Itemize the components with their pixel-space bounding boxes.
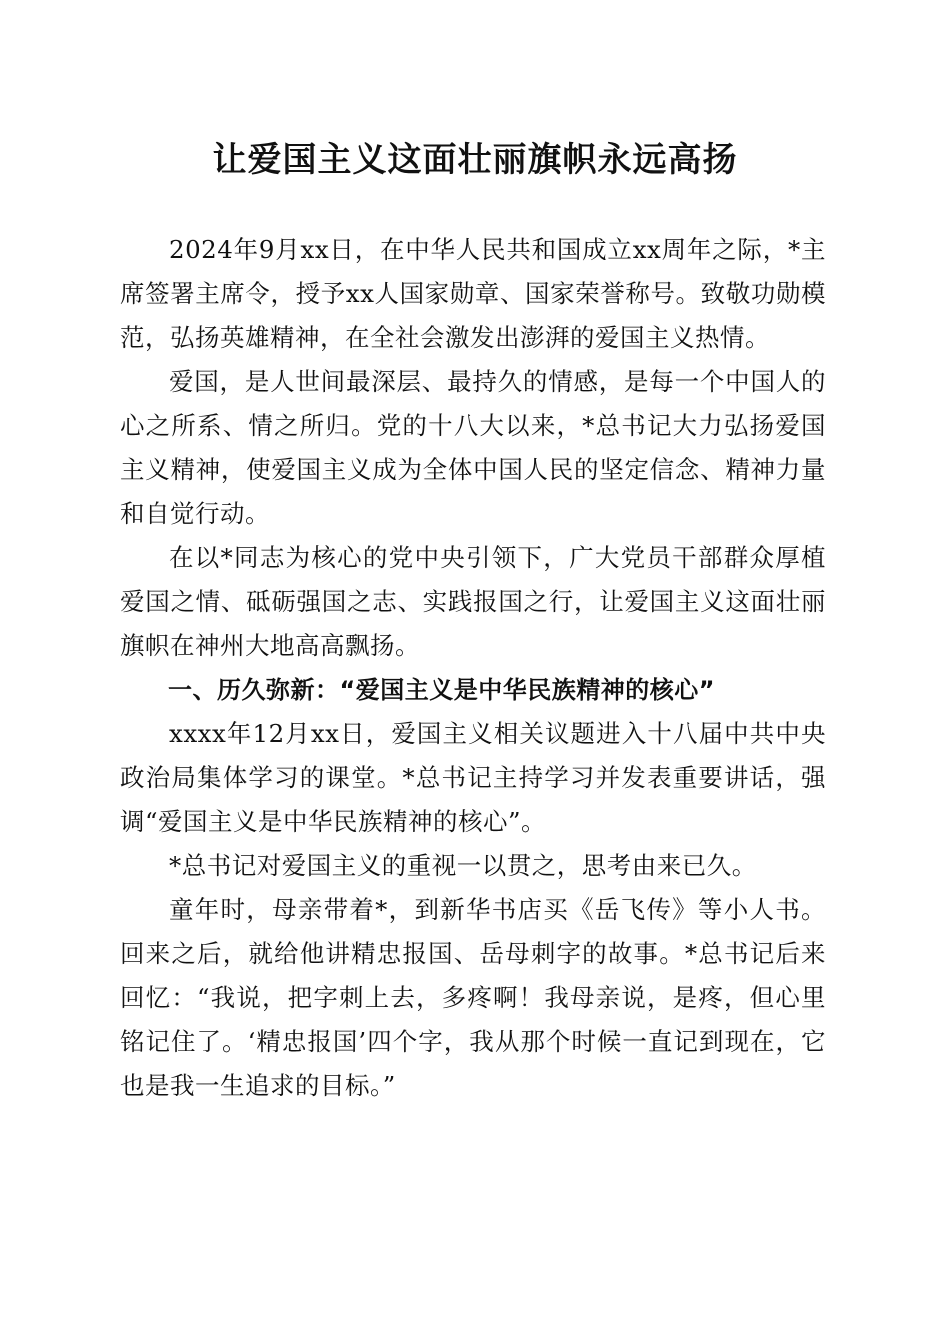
paragraph-3: 在以*同志为核心的党中央引领下，广大党员干部群众厚植爱国之情、砥砺强国之志、实践报国之行，让爱国主义这面壮丽旗帜在神州大地高高飘扬。 [120, 543, 826, 660]
document-title: 让爱国主义这面壮丽旗帜永远高扬 [212, 140, 738, 180]
paragraph-1: 2024年9月xx日，在中华人民共和国成立xx周年之际，*主席签署主席令，授予xx人国家勋章、国家荣誉称号。致敬功勋模范，弘扬英雄精神，在全社会激发出澎湃的爱国主义热情。 [120, 235, 826, 352]
paragraph-4: xxxx年12月xx日，爱国主义相关议题进入十八届中共中央政治局集体学习的课堂。*总书记主持学习并发表重要讲话，强调“爱国主义是中华民族精神的核心”。 [120, 719, 826, 836]
paragraph-6: 童年时，母亲带着*，到新华书店买《岳飞传》等小人书。回来之后，就给他讲精忠报国、岳母刺字的故事。*总书记后来回忆：“我说，把字刺上去，多疼啊！我母亲说，是疼，但心里铭记住了。‘精忠报国’四个字，我从那个时候一直记到现在，它也是我一生追求的目标。” [120, 895, 826, 1100]
paragraph-5: *总书记对爱国主义的重视一以贯之，思考由来已久。 [169, 851, 757, 880]
section-heading: 一、历久弥新：“爱国主义是中华民族精神的核心” [168, 676, 716, 704]
document-body [120, 228, 826, 1108]
paragraph-2: 爱国，是人世间最深层、最持久的情感，是每一个中国人的心之所系、情之所归。党的十八大以来，*总书记大力弘扬爱国主义精神，使爱国主义成为全体中国人民的坚定信念、精神力量和自觉行动。 [120, 367, 826, 528]
